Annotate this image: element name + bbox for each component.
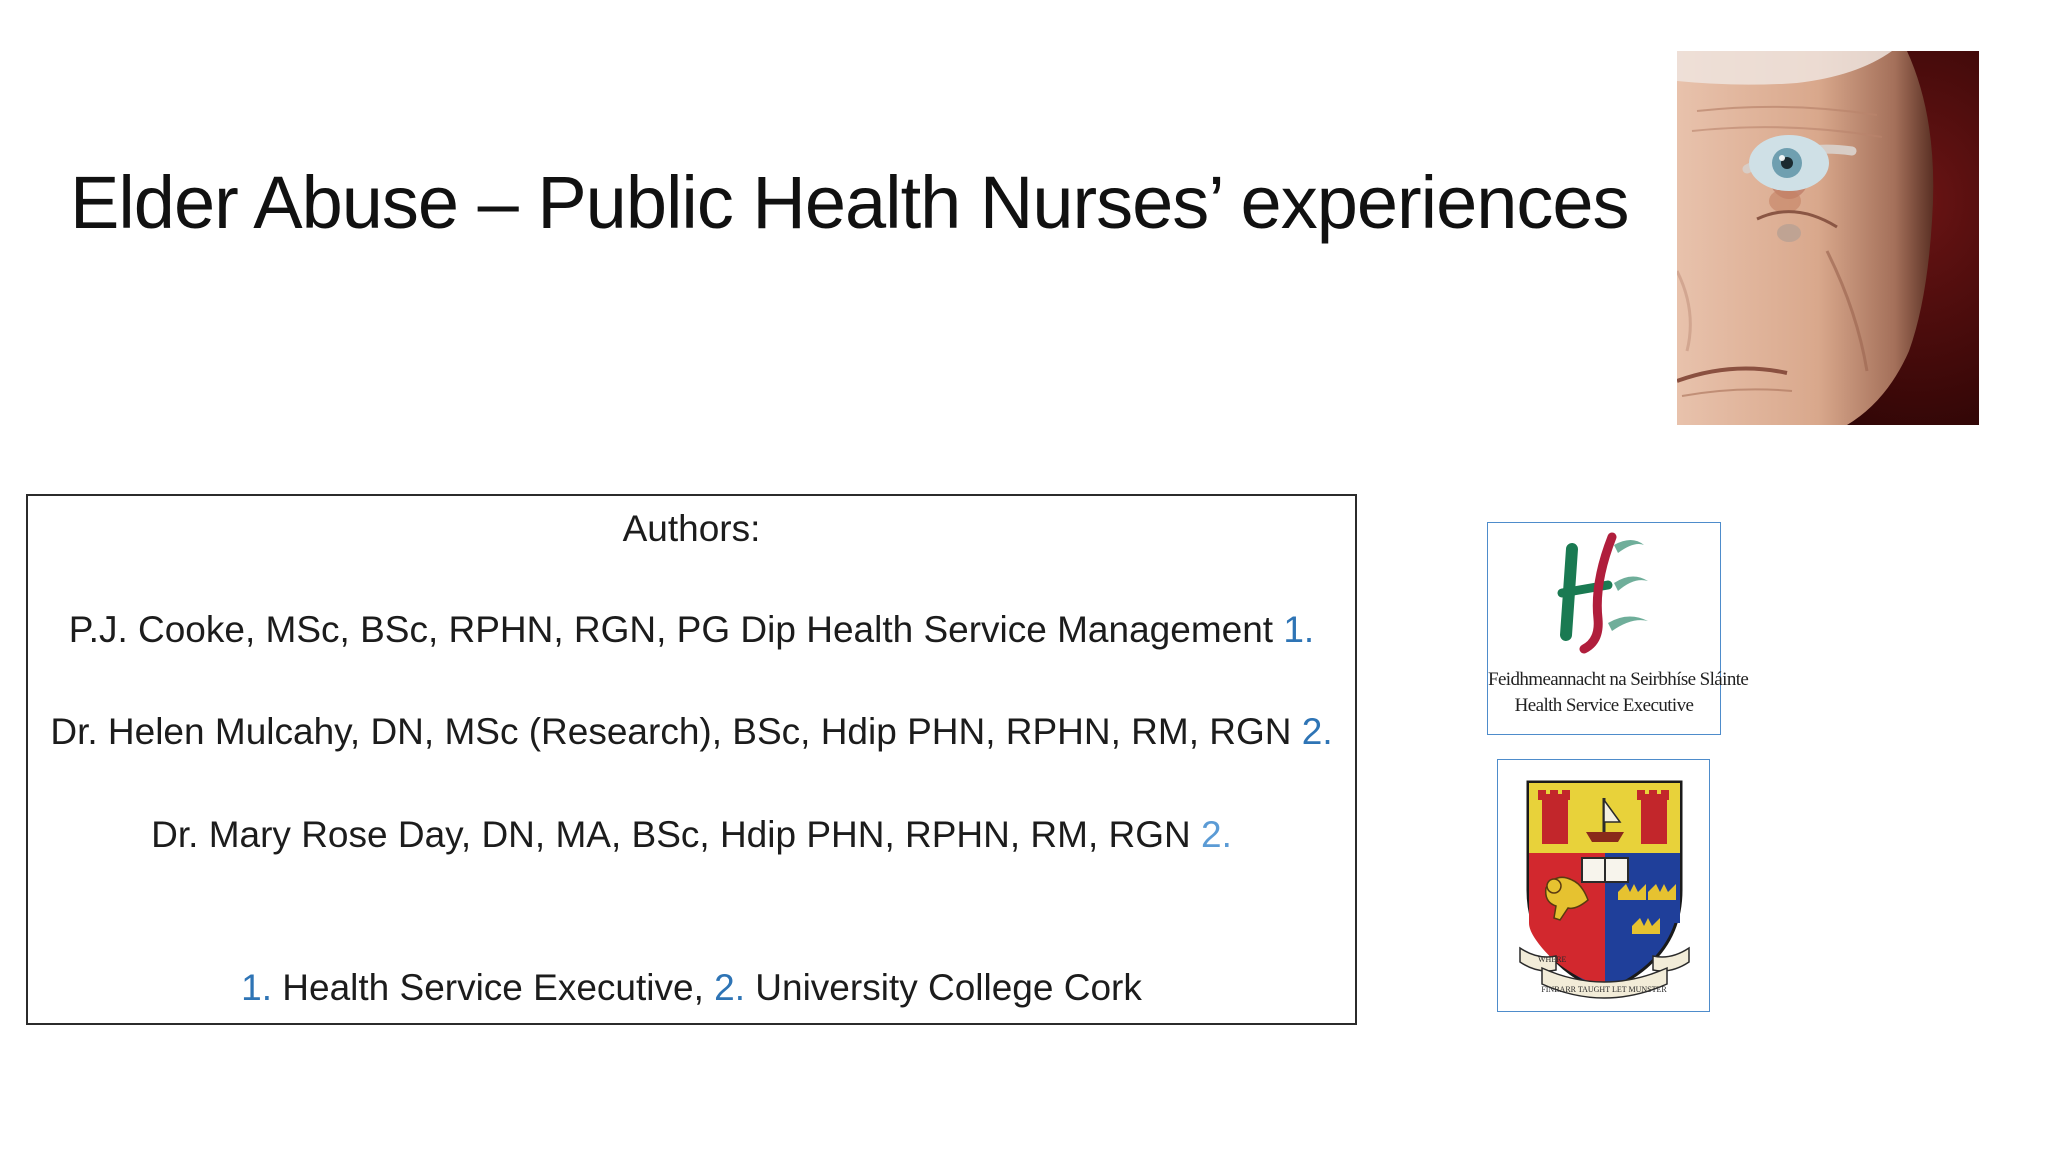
author-name: P.J. Cooke, MSc, BSc, RPHN, RGN, PG Dip Health Service Management <box>68 609 1284 650</box>
affiliation-ref: 1. <box>1283 609 1315 650</box>
affiliation-ref: 2. <box>1201 814 1232 855</box>
authors-box <box>26 494 1357 1025</box>
ucc-crest-logo <box>1497 759 1710 1012</box>
elderly-man-photo-image <box>1677 51 1979 425</box>
affiliation-name: University College Cork <box>745 967 1142 1008</box>
hse-irish-name: Feidhmeannacht na Seirbhíse Sláinte <box>1488 669 1749 690</box>
affiliation-ref: 2. <box>1301 711 1333 752</box>
author-line-cooke <box>28 609 1355 651</box>
author-line-mulcahy <box>28 711 1355 753</box>
affiliation-name: Health Service Executive, <box>272 967 715 1008</box>
slide-title: Elder Abuse – Public Health Nurses’ experiences <box>70 161 1629 244</box>
affiliation-ref: 2. <box>714 967 745 1008</box>
authors-heading: Authors: <box>622 508 761 549</box>
hse-emblem-icon <box>1488 523 1722 663</box>
ucc-motto-left: WHERE <box>1538 955 1567 964</box>
author-name: Dr. Helen Mulcahy, DN, MSc (Research), BSc, Hdip PHN, RPHN, RM, RGN <box>50 711 1302 752</box>
elderly-man-portrait <box>1677 51 1979 425</box>
affiliations-line <box>28 967 1355 1009</box>
ucc-crest-icon <box>1498 760 1711 1013</box>
hse-logo <box>1487 522 1749 735</box>
author-line-day <box>28 814 1355 856</box>
hse-english-name: Health Service Executive <box>1514 695 1694 716</box>
ucc-motto-banner: FINBARR TAUGHT LET MUNSTER <box>1541 985 1667 994</box>
author-name: Dr. Mary Rose Day, DN, MA, BSc, Hdip PHN, RPHN, RM, RGN <box>151 814 1201 855</box>
affiliation-ref: 1. <box>241 967 272 1008</box>
